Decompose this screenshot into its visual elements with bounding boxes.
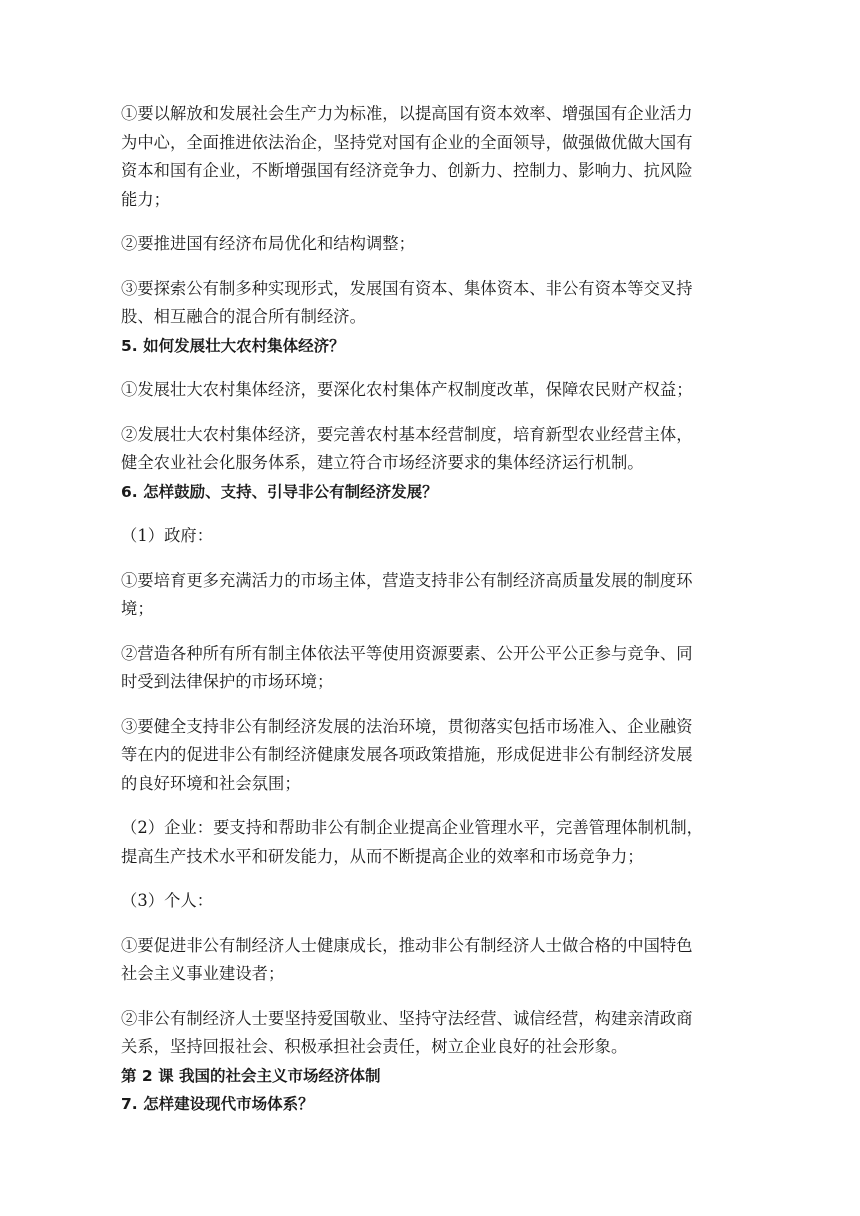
text-line: 提高生产技术水平和研发能力，从而不断提高企业的效率和市场竞争力；	[121, 846, 644, 866]
text-line: ②发展壮大农村集体经济，要完善农村基本经营制度，培育新型农业经营主体，	[121, 424, 693, 444]
text-line: （1）政府：	[121, 526, 214, 545]
document-page	[121, 100, 741, 1119]
paragraph-market-environment	[121, 640, 741, 697]
text-line: （2）企业：要支持和帮助非公有制企业提高企业管理水平，完善管理体制机制，	[121, 818, 704, 837]
text-line: 等在内的促进非公有制经济健康发展各项政策措施，形成促进非公有制经济发展	[121, 745, 693, 764]
text-line: ①发展壮大农村集体经济，要深化农村集体产权制度改革，保障农民财产权益；	[121, 380, 693, 399]
text-line: ②要推进国有经济布局优化和结构调整；	[121, 234, 415, 253]
heading-text: 第 2 课 我国的社会主义市场经济体制	[121, 1066, 381, 1085]
paragraph-mixed-ownership	[121, 275, 741, 332]
lesson-heading-2	[121, 1062, 741, 1091]
paragraph-state-capital-reform	[121, 100, 741, 214]
text-line: 能力；	[121, 189, 170, 209]
text-line: ②非公有制经济人士要坚持爱国敬业、坚持守法经营、诚信经营，构建亲清政商	[121, 1008, 693, 1028]
heading-text: 5. 如何发展壮大农村集体经济？	[121, 336, 345, 355]
text-line: ①要促进非公有制经济人士健康成长，推动非公有制经济人士做合格的中国特色	[121, 935, 693, 955]
paragraph-legal-environment	[121, 713, 741, 799]
text-line: 社会主义事业建设者；	[121, 964, 285, 983]
text-line: ①要培育更多充满活力的市场主体，营造支持非公有制经济高质量发展的制度环	[121, 570, 693, 590]
text-line: ③要健全支持非公有制经济发展的法治环境，贯彻落实包括市场准入、企业融资	[121, 716, 693, 736]
paragraph-patriotic-business	[121, 1005, 741, 1062]
paragraph-rural-property-rights	[121, 376, 741, 405]
paragraph-rural-operation-system	[121, 421, 741, 478]
question-heading-5	[121, 332, 741, 361]
text-line: （3）个人：	[121, 891, 214, 910]
text-line: ②营造各种所有所有制主体依法平等使用资源要素、公开公平公正参与竞争、同	[121, 643, 693, 663]
text-line: 健全农业社会化服务体系，建立符合市场经济要求的集体经济运行机制。	[121, 453, 644, 472]
text-line: 资本和国有企业，不断增强国有经济竞争力、创新力、控制力、影响力、抗风险	[121, 161, 693, 180]
text-line: 的良好环境和社会氛围；	[121, 773, 301, 793]
paragraph-healthy-growth	[121, 932, 741, 989]
heading-text: 7. 怎样建设现代市场体系？	[121, 1095, 314, 1113]
paragraph-market-entities	[121, 567, 741, 624]
text-line: ③要探索公有制多种实现形式，发展国有资本、集体资本、非公有资本等交叉持	[121, 278, 693, 298]
heading-text: 6. 怎样鼓励、支持、引导非公有制经济发展？	[121, 482, 438, 501]
subheading-individual	[121, 887, 741, 916]
text-line: 为中心，全面推进依法治企，坚持党对国有企业的全面领导，做强做优做大国有	[121, 132, 693, 152]
subheading-government	[121, 522, 741, 551]
paragraph-layout-optimization	[121, 230, 741, 259]
text-line: 时受到法律保护的市场环境；	[121, 672, 334, 691]
paragraph-enterprise	[121, 814, 741, 871]
question-heading-6	[121, 478, 741, 507]
text-line: ①要以解放和发展社会生产力为标准，以提高国有资本效率、增强国有企业活力	[121, 104, 693, 123]
text-line: 关系，坚持回报社会、积极承担社会责任，树立企业良好的社会形象。	[121, 1037, 628, 1056]
text-line: 境；	[121, 599, 154, 618]
text-line: 股、相互融合的混合所有制经济。	[121, 307, 366, 326]
question-heading-7	[121, 1090, 741, 1119]
